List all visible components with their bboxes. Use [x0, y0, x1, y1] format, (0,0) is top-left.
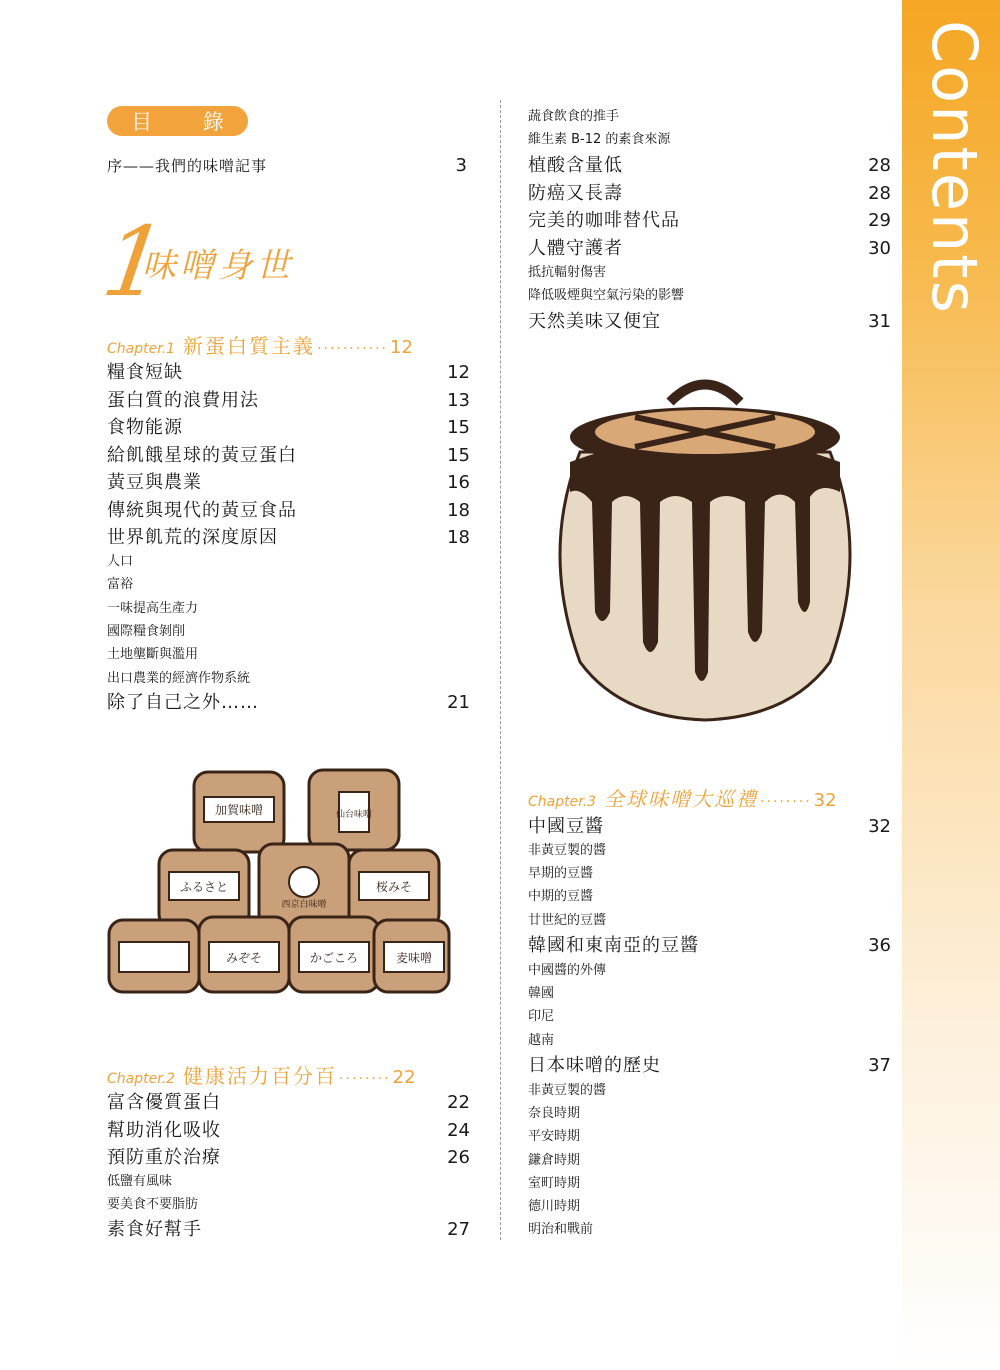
subentry[interactable]: 蔬食飲食的推手 [528, 109, 620, 124]
entry-title: 幫助消化吸收 [107, 1119, 221, 1141]
entry-page: 30 [868, 237, 891, 259]
toc-entry[interactable] [528, 206, 891, 232]
subentry[interactable]: 降低吸煙與空氣污染的影響 [528, 288, 685, 303]
chapter3-title: 全球味噌大巡禮 [604, 787, 759, 811]
subentry[interactable]: 廿世紀的豆醬 [528, 912, 607, 928]
chapter1-heading[interactable] [107, 330, 413, 359]
barrel-label-8: 麦味噌 [395, 951, 433, 965]
subentry[interactable]: 越南 [528, 1032, 555, 1048]
preface-row[interactable] [107, 155, 467, 176]
subentry[interactable]: 韓國 [528, 986, 555, 1002]
subentry[interactable]: 出口農業的經濟作物系統 [107, 670, 251, 686]
toc-entry[interactable] [528, 234, 891, 260]
subentry[interactable]: 富裕 [107, 577, 134, 593]
chapter3-label: Chapter.3 [528, 794, 597, 810]
chapter2-page: 22 [392, 1067, 416, 1088]
entry-page: 15 [447, 417, 470, 438]
entry-title: 給飢餓星球的黃豆蛋白 [107, 444, 297, 466]
entry-title: 傳統與現代的黃豆食品 [107, 499, 297, 521]
entry-title: 富含優質蛋白 [107, 1092, 221, 1113]
toc-entry[interactable] [107, 468, 470, 494]
toc-entry[interactable] [528, 179, 891, 205]
entry-page: 28 [868, 182, 891, 204]
entry-title: 蛋白質的浪費用法 [107, 389, 259, 411]
subentry[interactable]: 中國醬的外傳 [528, 963, 607, 978]
subentry[interactable]: 明治和戰前 [528, 1222, 594, 1238]
subentry[interactable]: 維生素 B-12 的素食來源 [528, 132, 671, 147]
entry-title: 天然美味又便宜 [528, 311, 661, 332]
entry-page: 21 [447, 692, 470, 713]
subentry[interactable]: 非黃豆製的醬 [528, 843, 607, 858]
entry-page: 22 [447, 1092, 470, 1113]
toc-entry[interactable] [107, 688, 470, 714]
subentry[interactable]: 奈良時期 [528, 1106, 581, 1122]
entry-title: 人體守護者 [528, 237, 623, 259]
entry-page: 28 [868, 155, 891, 176]
chapter2-label: Chapter.2 [107, 1071, 176, 1087]
entry-page: 18 [447, 527, 470, 548]
chapter1-label: Chapter.1 [107, 341, 176, 357]
entry-page: 18 [447, 499, 470, 521]
subentry[interactable]: 人口 [107, 554, 134, 569]
entry-title: 糧食短缺 [107, 362, 183, 383]
entry-title: 防癌又長壽 [528, 182, 623, 204]
entry-title: 黃豆與農業 [107, 472, 202, 493]
toc-entry[interactable] [107, 496, 470, 522]
toc-entry[interactable] [528, 1051, 891, 1077]
subentry[interactable]: 鎌倉時期 [528, 1152, 581, 1168]
toc-entry[interactable] [107, 386, 470, 412]
entry-title: 預防重於治療 [107, 1147, 221, 1168]
miso-barrels-illustration [104, 762, 454, 1002]
subentry[interactable]: 非黃豆製的醬 [528, 1083, 607, 1098]
entry-title: 食物能源 [107, 417, 183, 438]
subentry[interactable]: 土地壟斷與濫用 [107, 647, 199, 663]
chapter3-dots: ········ [760, 794, 812, 810]
entry-page: 15 [447, 444, 470, 466]
entry-page: 31 [868, 311, 891, 332]
entry-page: 27 [447, 1219, 470, 1240]
entry-page: 16 [447, 472, 470, 493]
barrel-label-4: 西京白味噌 [281, 900, 327, 910]
subentry[interactable]: 印尼 [528, 1009, 555, 1025]
entry-title: 素食好幫手 [107, 1219, 202, 1240]
preface-title: 序——我們的味噌記事 [107, 157, 268, 175]
column-divider [500, 100, 501, 1240]
chapter2-heading[interactable] [107, 1060, 416, 1089]
miso-jar-illustration [540, 372, 870, 727]
entry-title: 中國豆醬 [528, 816, 604, 837]
barrel-label-7: かごころ [309, 951, 359, 965]
subentry[interactable]: 要美食不要脂肪 [107, 1197, 199, 1212]
toc-header-pill [107, 106, 248, 136]
part-number: 1 [96, 206, 173, 318]
entry-page: 12 [447, 362, 470, 383]
entry-page: 36 [868, 935, 891, 956]
subentry[interactable]: 抵抗輻射傷害 [528, 265, 607, 280]
entry-title: 除了自己之外…… [107, 692, 259, 713]
barrel-label-5: 桜みそ [375, 880, 413, 894]
entry-page: 24 [447, 1119, 470, 1141]
toc-entry[interactable] [528, 931, 891, 957]
entry-title: 日本味噌的歷史 [528, 1055, 661, 1076]
subentry[interactable]: 國際糧食剝削 [107, 623, 186, 639]
subentry[interactable]: 德川時期 [528, 1199, 581, 1214]
subentry[interactable]: 早期的豆醬 [528, 866, 594, 882]
entry-title: 植酸含量低 [528, 155, 623, 176]
entry-page: 29 [868, 210, 891, 231]
barrel-label-1: 加賀味噌 [214, 803, 264, 817]
preface-page: 3 [455, 155, 467, 176]
chapter1-dots: ··········· [317, 341, 388, 357]
chapter1-title: 新蛋白質主義 [183, 334, 316, 358]
entry-title: 世界飢荒的深度原因 [107, 527, 278, 548]
chapter2-title: 健康活力百分百 [183, 1064, 338, 1088]
entry-page: 26 [447, 1147, 470, 1168]
toc-entry[interactable] [528, 151, 891, 177]
barrel-label-3: ふるさと [179, 880, 229, 894]
toc-entry[interactable] [107, 441, 470, 467]
toc-entry[interactable] [107, 1088, 470, 1114]
toc-entry[interactable] [107, 1116, 470, 1142]
entry-page: 32 [868, 816, 891, 837]
toc-entry[interactable] [107, 413, 470, 439]
subentry[interactable]: 平安時期 [528, 1129, 581, 1145]
chapter1-page: 12 [390, 337, 413, 358]
entry-page: 37 [868, 1055, 891, 1076]
barrel-label-6: みぞそ [225, 951, 263, 965]
toc-entry[interactable] [528, 812, 891, 838]
chapter3-page: 32 [813, 790, 837, 811]
entry-title: 韓國和東南亞的豆醬 [528, 935, 699, 956]
toc-entry[interactable] [107, 358, 470, 384]
chapter2-dots: ········ [339, 1071, 391, 1087]
entry-page: 13 [447, 389, 470, 411]
toc-entry[interactable] [107, 523, 470, 549]
subentry[interactable]: 中期的豆醬 [528, 889, 594, 905]
chapter3-heading[interactable] [528, 783, 837, 812]
subentry[interactable]: 室町時期 [528, 1175, 581, 1191]
subentry[interactable]: 低鹽有風味 [107, 1174, 173, 1189]
toc-header-label: 目 錄 [131, 110, 246, 134]
part-title: 味噌身世 [142, 246, 294, 286]
subentry[interactable]: 一味提高生產力 [107, 600, 199, 616]
barrel-label-2: 仙台味噌 [335, 810, 373, 820]
entry-title: 完美的咖啡替代品 [528, 210, 680, 231]
toc-entry[interactable] [528, 307, 891, 333]
toc-entry[interactable] [107, 1215, 470, 1241]
toc-entry[interactable] [107, 1143, 470, 1169]
contents-side-label: Contents [918, 20, 991, 315]
